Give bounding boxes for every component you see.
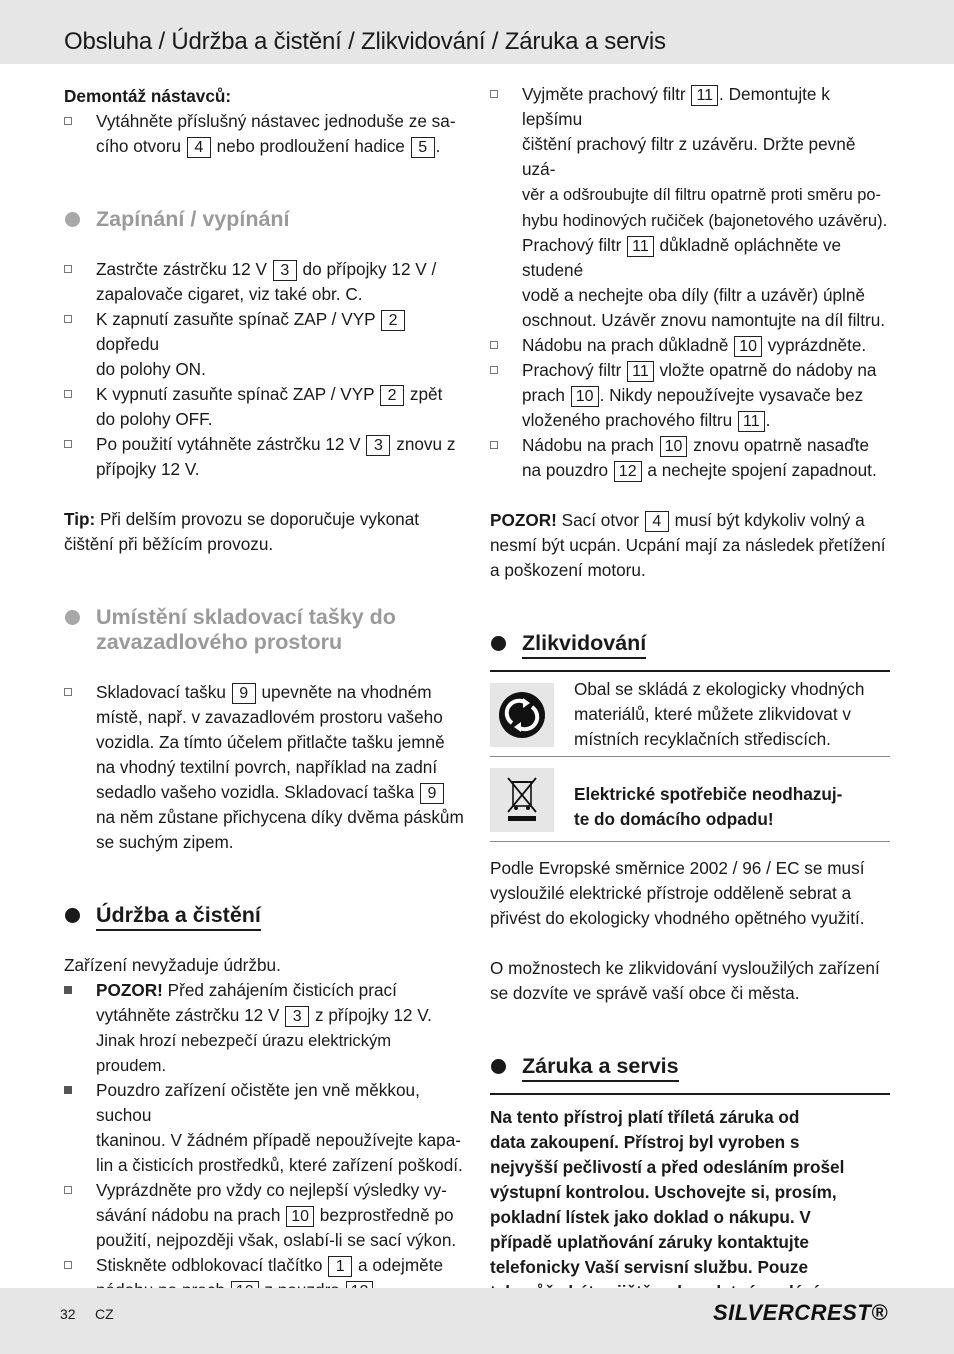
checkbox-bullet-icon [490,366,498,374]
bullet-dot-icon [65,908,80,923]
section-heading-zlikvidovani: Zlikvidování [490,631,890,656]
checkbox-bullet-icon [490,341,498,349]
weee-warning-text: Elektrické spotřebiče neodhazuj- te do domácího odpadu! [574,784,843,829]
checkbox-bullet-icon [64,1261,72,1269]
warning-paragraph: POZOR! Sací otvor 4 musí být kdykoliv volný a nesmí být ucpán. Ucpání mají za následek přetížení a poškození motoru. [490,510,886,580]
list-item: POZOR! Před zahájením čisticích prací vytáhněte zástrčku 12 V 3 z přípojky 12 V. Jinak hrozí nebezpečí úrazu elektrickým proudem. [64,978,464,1078]
list-item: Skladovací tašku 9 upevněte na vhodném místě, např. v zavazadlovém prostoru vašeho vozidla. Za tímto účelem přitlačte tašku jemně na vhodný textilní povrch, například na zadní sedadlo vašeho vozidla. Skladovací taška 9 na něm zůstane přichycena díky dvěma páskům se suchým zipem. [64,680,464,855]
bullet-dot-icon [65,610,80,625]
part-number-badge: 3 [366,435,390,456]
part-number-badge: 4 [187,137,211,158]
part-number-badge: 10 [660,436,688,457]
part-number-badge: 10 [734,336,762,357]
right-column [490,82,890,1330]
divider [490,841,890,842]
weee-bin-icon [490,768,554,832]
page-header [0,0,954,64]
divider [490,1093,890,1095]
list-item: Vytáhněte příslušný nástavec jednoduše ze sa- cího otvoru 4 nebo prodloužení hadice 5 . [64,109,464,159]
list-item: Pouzdro zařízení očistěte jen vně měkkou, suchou tkaninou. V žádném případě nepoužívejte kapa- lin a čisticích prostředků, které zařízení poškodí. [64,1078,464,1178]
list-item: Vyjměte prachový filtr 11 . Demontujte k lepšímu čištění prachový filtr z uzávěru. Držte pevně uzá- věr a odšroubujte díl filtru opatrně proti směru po- hybu hodinových ručiček (bajonetového uzávěru). Prachový filtr 11 důkladně opláchněte ve studené vodě a nechejte oba díly (filtr a uzávěr) úplně oschnout. Uzávěr znovu namontujte na díl filtru. [490,82,890,333]
page-number: 32 [60,1306,76,1322]
part-number-badge: 2 [380,385,404,406]
recycle-text: Obal se skládá z ekologicky vhodných materiálů, které můžete zlikvidovat v místních recyklačních střediscích. [574,679,865,749]
udrzba-intro: Zařízení nevyžaduje údržbu. [64,955,281,975]
bullet-dot-icon [65,212,80,227]
list-item: Prachový filtr 11 vložte opatrně do nádoby na prach 10 . Nikdy nepoužívejte vysavače bez vloženého prachového filtru 11 . [490,358,890,433]
part-number-badge: 11 [627,361,654,382]
part-number-badge: 2 [381,310,405,331]
bullet-dot-icon [491,1059,506,1074]
part-number-badge: 4 [645,511,669,532]
checkbox-bullet-icon [490,90,498,98]
list-item: Po použití vytáhněte zástrčku 12 V 3 znovu z přípojky 12 V. [64,432,464,482]
part-number-badge: 11 [738,411,765,432]
warranty-paragraph: Na tento přístroj platí tříletá záruka od data zakoupení. Přístroj byl vyroben s nejvyšší pečlivostí a před odesláním prošel výstupní kontrolou. Uschovejte si, prosím, pokladní lístek jako doklad o nákupu. V případě uplatňování záruky kontaktujte telefonicky Vaší servisní službu. Pouze [490,1107,845,1277]
section-heading-udrzba: Údržba a čistění [64,903,464,928]
part-number-badge: 9 [420,783,444,804]
checkbox-bullet-icon [64,265,72,273]
list-item: Nádobu na prach důkladně 10 vyprázdněte. [490,333,890,358]
list-item: K vypnutí zasuňte spínač ZAP / VYP 2 zpět do polohy OFF. [64,382,464,432]
page-title: Obsluha / Údržba a čistění / Zlikvidování / Záruka a servis [64,28,666,55]
weee-bin-icon-graphic [490,768,554,832]
recycle-icon [490,683,554,747]
checkbox-bullet-icon [64,315,72,323]
bullet-dot-icon [491,636,506,651]
checkbox-bullet-icon [64,688,72,696]
part-number-badge: 1 [328,1256,352,1277]
checkbox-bullet-icon [490,441,498,449]
square-bullet-icon [64,986,72,994]
list-item: Zastrčte zástrčku 12 V 3 do přípojky 12 V / zapalovače cigaret, viz také obr. C. [64,257,464,307]
section-heading-zaruka: Záruka a servis [490,1054,890,1079]
language-code: CZ [95,1306,114,1322]
part-number-badge: 11 [691,85,718,106]
part-number-badge: 11 [627,236,654,257]
part-number-badge: 9 [232,683,256,704]
list-item: Vyprázdněte pro vždy co nejlepší výsledky vy- sávání nádobu na prach 10 bezprostředně po použití, nejpozději však, oslabí-li se sací výkon. [64,1178,464,1253]
directive-paragraph: Podle Evropské směrnice 2002 / 96 / EC se musí vysloužilé elektrické přístroje odděleně sebrat a přivést do ekologicky vhodného opětného využití. [490,858,865,928]
left-column [64,82,464,1303]
disposal-paragraph: O možnostech ke zlikvidování vysloužilých zařízení se dozvíte ve správě vaší obce či města. [490,958,880,1003]
section-heading-umisteni: Umístění skladovací tašky do zavazadlového prostoru [64,605,464,655]
tip-paragraph: Tip: Při delším provozu se doporučuje vykonat čištění při běžícím provozu. [64,509,420,554]
part-number-badge: 10 [286,1206,314,1227]
weee-info [490,757,890,841]
recycle-info [490,672,890,756]
checkbox-bullet-icon [64,1186,72,1194]
section-heading-zapinani: Zapínání / vypínání [64,207,464,232]
brand-logo: SILVERCREST® [712,1300,888,1325]
page-footer [0,1288,954,1354]
list-item: Nádobu na prach 10 znovu opatrně nasaďte na pouzdro 12 a nechejte spojení zapadnout. [490,433,890,483]
square-bullet-icon [64,1086,72,1094]
list-item: K zapnutí zasuňte spínač ZAP / VYP 2 dopředu do polohy ON. [64,307,464,382]
part-number-badge: 3 [273,260,297,281]
part-number-badge: 12 [614,461,642,482]
part-number-badge: 10 [571,386,599,407]
part-number-badge: 5 [411,137,435,158]
checkbox-bullet-icon [64,440,72,448]
part-number-badge: 3 [285,1006,309,1027]
checkbox-bullet-icon [64,117,72,125]
list-item: Stiskněte odblokovací tlačítko 1 a odejměte [64,1253,464,1303]
demontaz-heading: Demontáž nástavců: [64,86,232,106]
checkbox-bullet-icon [64,390,72,398]
recycle-icon-graphic [490,683,554,747]
